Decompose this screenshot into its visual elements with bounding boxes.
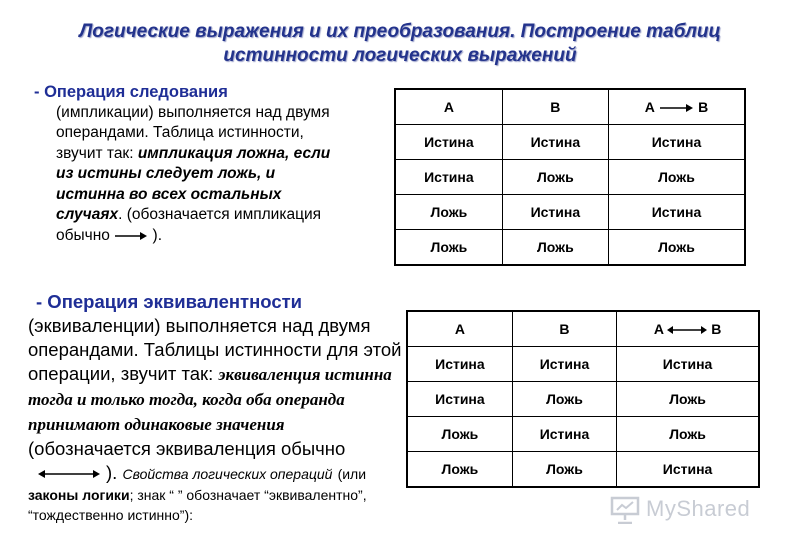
equivalence-rule: эквиваленция истинна тогда и только тогда, когда оба операнда принимают одинаковые значения <box>28 365 392 434</box>
header-b: B <box>512 311 616 347</box>
implication-rule: импликация ложна, если из истины следует ложь, и истинна во всех остальных случаях <box>56 144 331 223</box>
laws-text: ; знак “ ” обозначает “эквивалентно”, “тождественно истинно”): <box>28 487 367 523</box>
equivalence-text-2: (обозначается эквиваленция обычно <box>28 438 346 459</box>
table-cell: Ложь <box>407 452 512 488</box>
table-cell: Ложь <box>512 382 616 417</box>
table-cell: Истина <box>395 125 502 160</box>
table-cell: Истина <box>617 452 759 488</box>
header-a: A <box>407 311 512 347</box>
title-line-2: истинности логических выражений <box>223 45 577 66</box>
table-cell: Истина <box>502 195 608 230</box>
table-cell: Истина <box>512 417 616 452</box>
equivalence-arrow-icon <box>38 468 100 480</box>
table-cell: Истина <box>617 347 759 382</box>
table-cell: Ложь <box>502 230 608 266</box>
implication-body <box>34 103 346 247</box>
header-b: B <box>502 89 608 125</box>
table-row <box>395 125 745 160</box>
table-header-row <box>395 89 745 125</box>
equivalence-heading: - Операция эквивалентности <box>36 291 303 312</box>
presentation-board-icon <box>610 496 640 524</box>
watermark-logo <box>610 496 770 524</box>
table-cell: Ложь <box>617 382 759 417</box>
implication-truth-table <box>394 88 746 266</box>
header-a-equiv-b: A B <box>617 311 759 347</box>
table-row <box>395 160 745 195</box>
table-cell: Ложь <box>502 160 608 195</box>
equivalence-text-1: (эквиваленции) выполняется над двумя операндами. Таблицы истинности для этой операции, звучит так: <box>28 315 402 384</box>
table-cell: Ложь <box>608 230 745 266</box>
implication-arrow-icon <box>658 103 694 113</box>
table-cell: Ложь <box>512 452 616 488</box>
watermark-text: MyShared <box>646 496 751 521</box>
table-cell: Истина <box>608 125 745 160</box>
properties-label: Свойства логических операций <box>122 466 333 482</box>
header-a: A <box>395 89 502 125</box>
table-cell: Ложь <box>407 417 512 452</box>
implication-section <box>34 82 346 246</box>
table-cell: Истина <box>512 347 616 382</box>
table-cell: Ложь <box>617 417 759 452</box>
laws-line <box>28 485 408 525</box>
table-cell: Ложь <box>608 160 745 195</box>
table-row <box>407 382 759 417</box>
equivalence-section <box>28 290 408 525</box>
table-cell: Ложь <box>395 195 502 230</box>
equivalence-truth-table <box>406 310 760 488</box>
equivalence-body <box>28 314 408 525</box>
implication-text-2: . (обозначается импликация обычно <box>56 206 322 244</box>
table-cell: Истина <box>407 382 512 417</box>
table-row <box>395 230 745 266</box>
implication-heading: - Операция следования <box>34 83 228 101</box>
equivalence-text-3: ). <box>106 462 118 483</box>
table-cell: Истина <box>608 195 745 230</box>
table-cell: Ложь <box>395 230 502 266</box>
implication-arrow-icon <box>114 230 148 240</box>
table-cell: Истина <box>407 347 512 382</box>
table-cell: Истина <box>502 125 608 160</box>
table-row <box>407 347 759 382</box>
implication-text-1: (импликации) выполняется над двумя операндами. Таблица истинности, звучит так: <box>56 103 330 162</box>
page-title <box>0 20 800 68</box>
table-row <box>407 452 759 488</box>
table-cell: Истина <box>395 160 502 195</box>
equivalence-arrow-icon <box>667 325 707 335</box>
header-a-implies-b: A B <box>608 89 745 125</box>
properties-text: (или <box>337 466 367 482</box>
table-header-row <box>407 311 759 347</box>
laws-label: законы логики <box>28 487 130 503</box>
title-line-1: Логические выражения и их преобразования. Построение таблиц <box>79 21 721 42</box>
table-row <box>407 417 759 452</box>
implication-text-3: ). <box>152 226 162 244</box>
table-row <box>395 195 745 230</box>
